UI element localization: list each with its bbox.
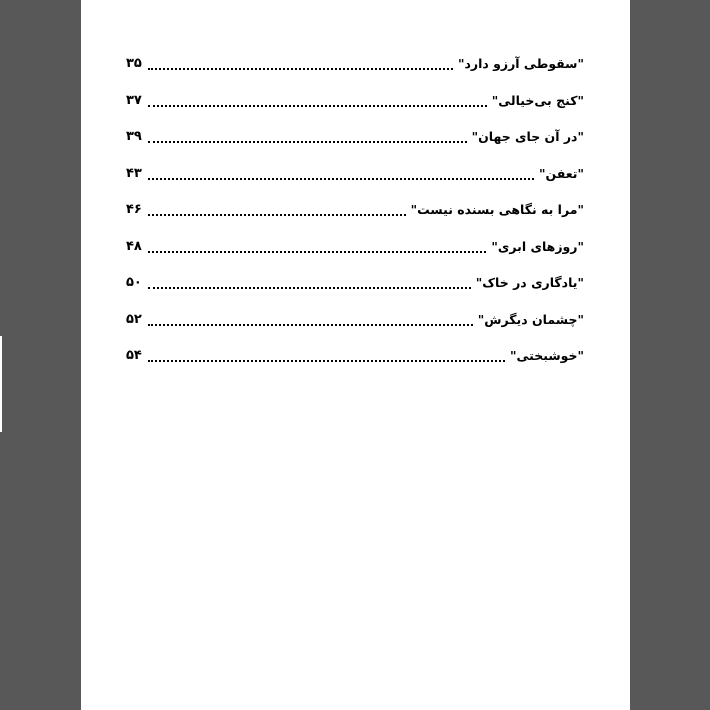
toc-entry-title: "تعفن" [538, 165, 584, 181]
toc-entry-page: ۴۳ [126, 165, 142, 181]
toc-dot-leader [148, 273, 471, 289]
toc-dot-leader [148, 310, 473, 326]
toc-entry-page: ۳۵ [126, 56, 142, 71]
toc-entry-title: "روزهای ابری" [491, 238, 584, 254]
toc-entry-page: ۴۸ [126, 238, 142, 254]
toc-dot-leader [148, 54, 453, 70]
toc-entry-title: "یادگاری در خاک" [475, 275, 584, 290]
toc-dot-leader [148, 346, 505, 362]
toc-entry-title: "مرا به نگاهی بسنده نیست" [410, 202, 584, 217]
toc-entry[interactable] [126, 200, 584, 237]
toc-dot-leader [148, 127, 467, 143]
toc-entry-title: "در آن جای جهان" [471, 129, 584, 144]
toc-entry[interactable] [126, 310, 584, 347]
toc-entry-page: ۴۶ [126, 202, 142, 217]
toc-entry-title: "چشمان دیگرش" [477, 311, 584, 327]
toc-entry[interactable] [126, 273, 584, 310]
toc-entry[interactable] [126, 91, 584, 128]
toc-entry-page: ۵۲ [126, 311, 142, 327]
toc-dot-leader [148, 164, 534, 180]
toc-entry[interactable] [126, 164, 584, 201]
toc-entry[interactable] [126, 54, 584, 91]
toc-dot-leader [148, 91, 487, 107]
adjacent-page-edge [0, 336, 2, 432]
toc-entry-title: "کنج بی‌خیالی" [491, 92, 584, 108]
toc-entry-page: ۵۰ [126, 275, 142, 290]
toc-entry-page: ۵۴ [126, 348, 142, 363]
document-page[interactable] [81, 0, 630, 710]
toc-entry-page: ۳۹ [126, 129, 142, 144]
toc-entry-page: ۳۷ [126, 92, 142, 108]
toc-entry-title: "خوشبختی" [509, 348, 584, 363]
toc-entry[interactable] [126, 346, 584, 383]
toc-entry-title: "سقوطی آرزو دارد" [457, 56, 584, 71]
toc-dot-leader [148, 200, 406, 216]
toc-entry[interactable] [126, 127, 584, 164]
toc-dot-leader [148, 237, 487, 253]
table-of-contents [126, 54, 584, 383]
toc-entry[interactable] [126, 237, 584, 274]
